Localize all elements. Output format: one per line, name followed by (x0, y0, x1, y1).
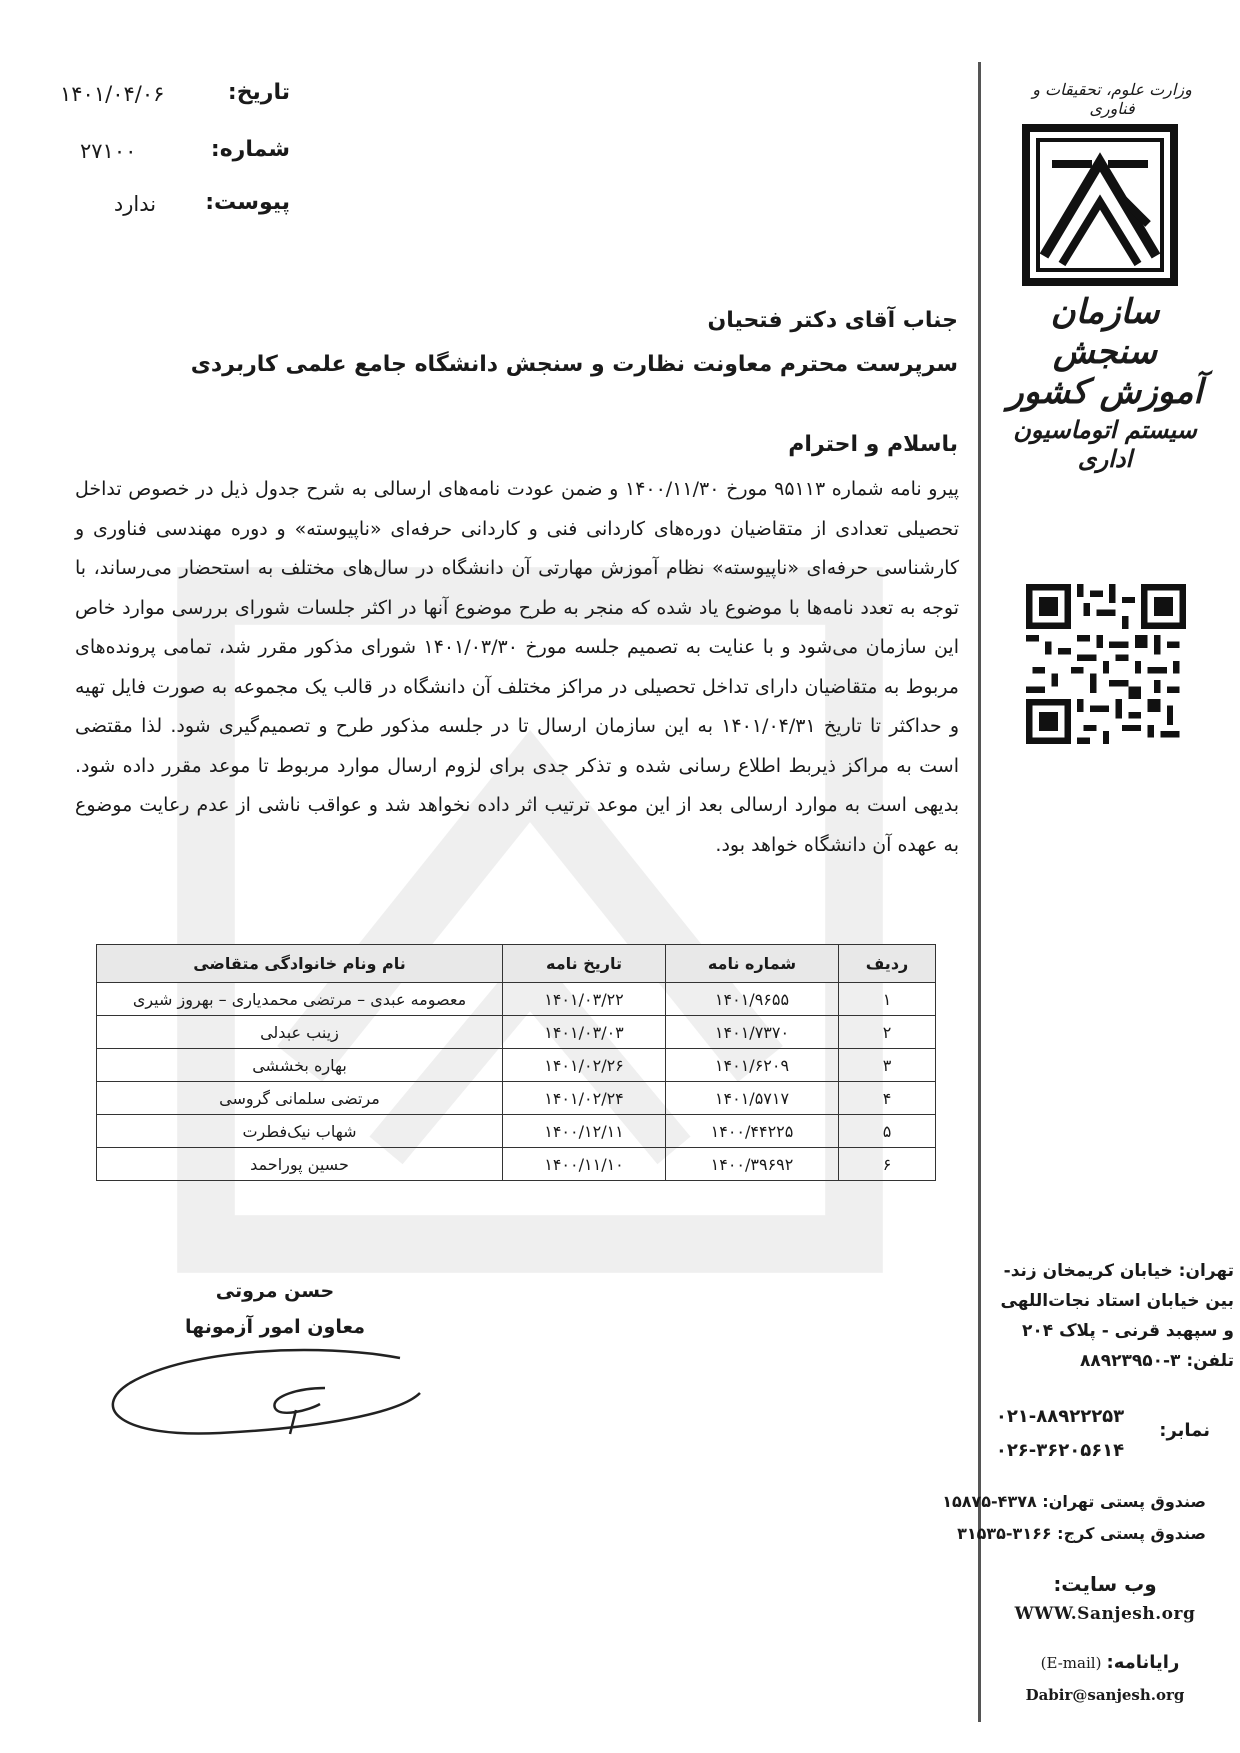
cell-applicant: شهاب نیک‌فطرت (97, 1115, 503, 1148)
email-label-row (1010, 1652, 1210, 1673)
recipient-name: جناب آقای دکتر فتحیان (707, 308, 958, 333)
qr-code (1026, 584, 1186, 744)
date-value: ۱۴۰۱/۰۴/۰۶ (60, 82, 165, 106)
cell-letter-date: ۱۴۰۱/۰۳/۲۲ (503, 983, 666, 1016)
recipient-title: سرپرست محترم معاونت نظارت و سنجش دانشگاه جامع علمی کاربردی (190, 352, 958, 377)
website-label: وب سایت: (1053, 1572, 1157, 1596)
cell-letter-date: ۱۴۰۰/۱۲/۱۱ (503, 1115, 666, 1148)
website-link[interactable]: WWW.Sanjesh.org (1014, 1604, 1196, 1624)
phone: تلفن: ۳-۸۸۹۲۳۹۵۰ (1079, 1351, 1234, 1371)
date-label: تاریخ: (227, 80, 290, 105)
table-row (97, 983, 936, 1016)
fax-number-1: ۰۲۱-۸۸۹۲۲۲۵۳ (995, 1406, 1125, 1427)
ministry-name: وزارت علوم، تحقیقات و فناوری (1032, 80, 1192, 118)
number-value: ۲۷۱۰۰ (80, 139, 137, 163)
cell-row: ۲ (839, 1016, 936, 1049)
attachment-value: ندارد (113, 192, 157, 216)
cell-applicant: بهاره بخششی (97, 1049, 503, 1082)
col-applicant-header: نام ونام خانوادگی متقاضی (97, 945, 503, 983)
cell-letter-number: ۱۴۰۱/۵۷۱۷ (666, 1082, 839, 1115)
table-row (97, 1049, 936, 1082)
cell-letter-date: ۱۴۰۱/۰۲/۲۴ (503, 1082, 666, 1115)
cell-letter-number: ۱۴۰۱/۷۳۷۰ (666, 1016, 839, 1049)
cell-applicant: زینب عبدلی (97, 1016, 503, 1049)
col-row-header: ردیف (839, 945, 936, 983)
vertical-divider (978, 62, 981, 1722)
handwritten-signature (100, 1338, 460, 1448)
applicants-table (96, 944, 936, 1181)
address-line-3: و سپهبد قرنی - پلاک ۲۰۴ (1022, 1321, 1234, 1341)
po-box-karaj: صندوق پستی کرج: ۳۱۶۶-۳۱۵۳۵ (957, 1524, 1206, 1543)
cell-applicant: معصومه عبدی – مرتضی محمدیاری – بهروز شیری (97, 983, 503, 1016)
table-header-row (97, 945, 936, 983)
cell-letter-date: ۱۴۰۱/۰۳/۰۳ (503, 1016, 666, 1049)
po-box-tehran: صندوق پستی تهران: ۴۳۷۸-۱۵۸۷۵ (942, 1492, 1206, 1511)
email-label: رایانامه: (1106, 1652, 1180, 1673)
table-row (97, 1016, 936, 1049)
email-link[interactable]: Dabir@sanjesh.org (1025, 1686, 1185, 1704)
col-letter-number-header: شماره نامه (666, 945, 839, 983)
address-line-1: تهران: خیابان کریمخان زند- (1003, 1261, 1234, 1281)
fax-label: نمابر: (1159, 1420, 1210, 1441)
fax-number-2: ۰۲۶-۳۶۲۰۵۶۱۴ (995, 1440, 1125, 1461)
email-tag: (E-mail) (1040, 1654, 1102, 1672)
cell-letter-number: ۱۴۰۱/۹۶۵۵ (666, 983, 839, 1016)
attachment-label: پیوست: (205, 190, 290, 215)
cell-letter-number: ۱۴۰۰/۴۴۲۲۵ (666, 1115, 839, 1148)
cell-applicant: حسین پوراحمد (97, 1148, 503, 1181)
cell-letter-number: ۱۴۰۰/۳۹۶۹۲ (666, 1148, 839, 1181)
system-name: سیستم اتوماسیون اداری (1013, 415, 1197, 473)
org-name: سازمان سنجش آموزش کشور (1007, 292, 1203, 412)
cell-row: ۴ (839, 1082, 936, 1115)
signatory-title: معاون امور آزمونها (185, 1316, 365, 1338)
cell-row: ۵ (839, 1115, 936, 1148)
greeting: باسلام و احترام (788, 432, 958, 457)
signatory-name: حسن مروتی (215, 1280, 335, 1302)
table-row (97, 1115, 936, 1148)
cell-row: ۱ (839, 983, 936, 1016)
address-line-2: بین خیابان استاد نجات‌اللهی (1000, 1291, 1234, 1311)
cell-letter-date: ۱۴۰۱/۰۲/۲۶ (503, 1049, 666, 1082)
cell-letter-date: ۱۴۰۰/۱۱/۱۰ (503, 1148, 666, 1181)
letter-body: پیرو نامه شماره ۹۵۱۱۳ مورخ ۱۴۰۰/۱۱/۳۰ و ضمن عودت نامه‌های ارسالی به شرح جدول ذیل در خصوص تداخل تحصیلی تعدادی از متقاضیان دوره‌های کاردانی فنی و کاردانی حرفه‌ای «ناپیوسته» و دوره مهندسی فناوری و کارشناسی حرفه‌ای «ناپیوسته» نظام آموزش مهارتی آن دانشگاه در سال‌های مختلف به استحضار می‌رساند، با توجه به تعدد نامه‌ها با موضوع یاد شده که منجر به طرح موضوع آنها در اکثر جلسات شورای بررسی موارد خاص این سازمان می‌شود و با عنایت به تصمیم جلسه مورخ ۱۴۰۱/۰۳/۳۰ شورای مذکور مقرر شد، تمامی پرونده‌های مربوط به متقاضیان دارای تداخل تحصیلی در مراکز مختلف آن دانشگاه در قالب یک مجموعه به صورت فایل تهیه و حداکثر تا تاریخ ۱۴۰۱/۰۴/۳۱ به این سازمان ارسال تا در جلسه مذکور طرح و تصمیم‌گیری شود. لذا مقتضی است به مراکز ذیربط اطلاع رسانی شده و تذکر جدی برای لزوم ارسال موارد مربوط تا موعد مقرر داده شود. بدیهی است به موارد ارسالی بعد از این موعد ترتیب اثر داده نخواهد شد و عواقب ناشی از عدم رعایت موضوع به عهده آن دانشگاه خواهد بود. (75, 478, 959, 856)
table-row (97, 1148, 936, 1181)
table-row (97, 1082, 936, 1115)
number-label: شماره: (210, 137, 290, 162)
col-letter-date-header: تاریخ نامه (503, 945, 666, 983)
cell-row: ۳ (839, 1049, 936, 1082)
cell-row: ۶ (839, 1148, 936, 1181)
cell-letter-number: ۱۴۰۱/۶۲۰۹ (666, 1049, 839, 1082)
cell-applicant: مرتضی سلمانی گروسی (97, 1082, 503, 1115)
contact-address (984, 1256, 1234, 1376)
org-logo (1022, 124, 1178, 286)
